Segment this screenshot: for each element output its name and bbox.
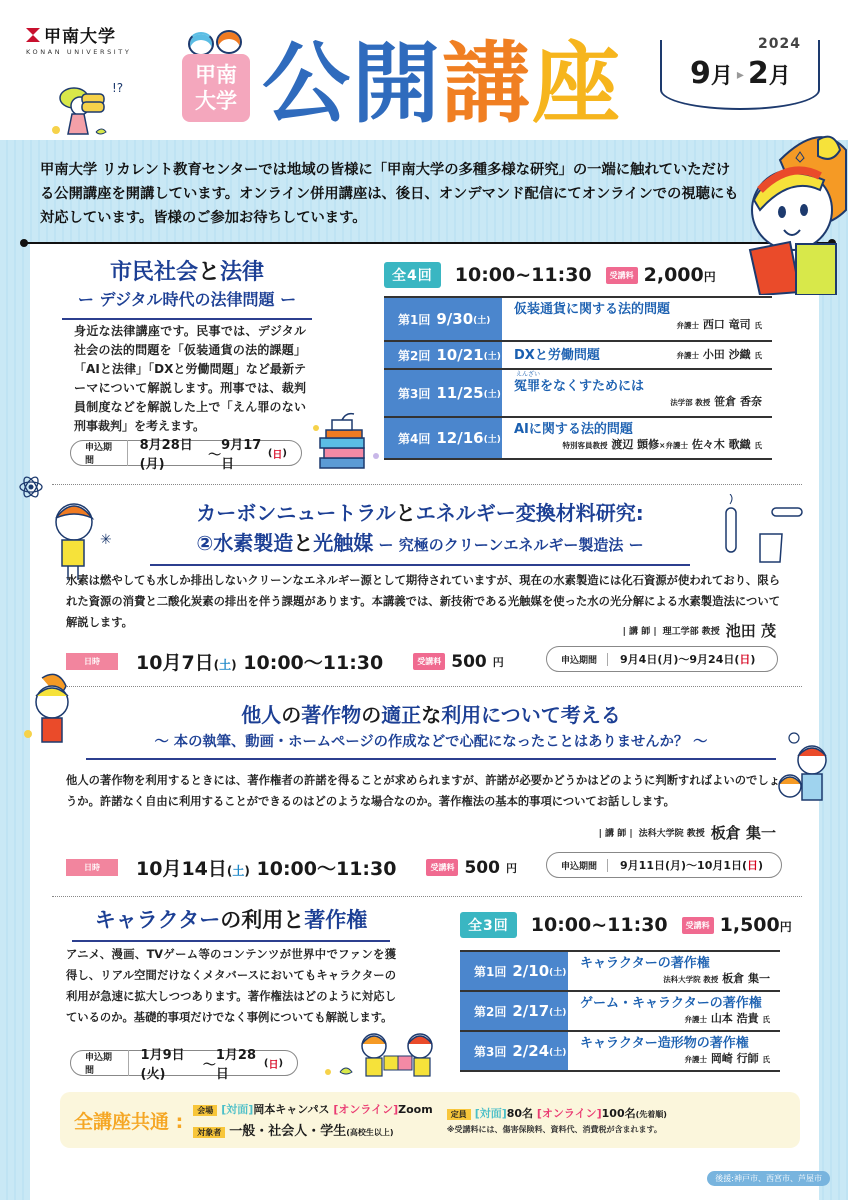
arrow-right-icon: ▸ [736, 66, 744, 83]
course-2-lecturer: | 講 師 | 理工学部 教授 池田 茂 [622, 622, 776, 640]
course-2-description: 水素は燃やしても水しか排出しないクリーンなエネルギー源として期待されていますが、現在の水素製造には化石資源が使われており、限られた資源の消費と二酸化炭素の排出を伴う課題があります。本講義では、新技術である光触媒を使った水の光分解による水素製造法について解説します。 [66, 574, 780, 629]
course-3-title: 他人の著作物の適正な利用について考える ～ 本の執筆、動画・ホームページの作成などで心配になったことはありませんか？ ～ [86, 700, 776, 760]
course-fee: 2,000円 [643, 264, 716, 286]
schedule-row: 第2回 10/21 (土) DXと労働問題 弁護士 小田 沙織 氏 [384, 342, 772, 370]
course-3-schedule-info [66, 854, 517, 881]
period-range: 9月 ▸ 2月 [690, 56, 791, 91]
course-date: 10月14日(土) 10:00～11:30 [136, 858, 397, 880]
atom-icon [18, 474, 44, 500]
common-info-box [60, 1092, 800, 1148]
course-4-description: アニメ、漫画、TVゲーム等のコンテンツが世界中でファンを獲得し、リアル空間だけなくメタバースにおいてもキャラクターの利用が急速に拡大しつつあります。著作権法はどのように対応しているのか。基礎的事項だけでなく事例についても解説します。 [66, 948, 396, 1024]
logo-subtitle: KONAN UNIVERSITY [26, 48, 132, 56]
fee-label: 受講料 [606, 267, 638, 284]
course-1-application-period: 申込期間 8月28日(月) ～ 9月17日 ( 日 ) [70, 440, 302, 466]
course-3-lecturer: | 講 師 | 法科大学院 教授 板倉 集一 [598, 824, 776, 842]
section-divider [52, 896, 802, 897]
fee-label: 受講料 [682, 917, 714, 934]
kids-heads-illustration [186, 28, 246, 56]
books-illustration [312, 412, 382, 470]
sponsors-badge: 後援:神戸市、西宮市、芦屋市 [707, 1171, 830, 1186]
capacity-info: 定員 [対面]80名 [オンライン]100名(先着順) [447, 1105, 667, 1121]
girl-reading-illustration [700, 120, 848, 295]
course-3-description: 他人の著作物を利用するときには、著作権者の許諾を得ることが求められますが、許諾が必要かどうかはどのように判断すればよいのでしょうか。許諾なく自由に利用することができるのはどのような場合なのか。著作権法の基本的事項についてお話しします。 [66, 774, 780, 808]
course-4-schedule [460, 950, 780, 1072]
course-fee: 受講料 500 円 [426, 858, 517, 878]
kids-puzzle-illustration [320, 1030, 436, 1082]
period-bubble [660, 30, 820, 110]
schedule-row: 第4回 12/16 (土) AIに関する法的問題 特別客員教授 渡辺 顗修×弁護士 佐々木 歌織 氏 [384, 418, 772, 460]
course-2-schedule-info [66, 648, 504, 675]
schedule-row: 第3回 2/24 (土) キャラクター造形物の著作権 弁護士 岡崎 行師 氏 [460, 1032, 780, 1072]
course-1-schedule [384, 296, 772, 460]
schedule-row: 第1回 2/10 (土) キャラクターの著作権 法科大学院 教授 板倉 集一 [460, 952, 780, 992]
course-4-title: キャラクターの利用と著作権 [72, 904, 390, 942]
girl-pointing-illustration [22, 672, 82, 758]
schedule-row: 第2回 2/17 (土) ゲーム・キャラクターの著作権 弁護士 山本 浩貴 氏 [460, 992, 780, 1032]
logo-name: 甲南大学 [44, 27, 116, 47]
course-1-subtitle: ー デジタル時代の法律問題 ー [62, 288, 312, 320]
course-4-summary [460, 912, 792, 938]
page-title: 公開講座 [262, 32, 623, 135]
fee-note: ※受講料には、傷害保険料、資料代、消費税が含まれます。 [446, 1125, 662, 1134]
section-divider [52, 484, 802, 485]
lab-equipment-illustration [720, 494, 810, 566]
session-count-badge: 全4回 [384, 262, 441, 288]
course-date: 10月7日(土) 10:00～11:30 [136, 652, 384, 674]
date-label: 日時 [66, 859, 118, 876]
course-4-application-period: 申込期間 1月9日(火) ～ 1月28日 ( 日 ) [70, 1050, 298, 1076]
course-1-description: 身近な法律講座です。民事では、デジタル社会の法的問題を「仮装通貨の法的課題」「AIと法律」「DXと労働問題」など最新テーマについて解説します。刑事では、裁判員制度などを解説した上で「えん罪のない刑事裁判」を考えます。 [74, 324, 306, 433]
schedule-row: 第1回 9/30 (土) 仮装通貨に関する法的問題 弁護士 西口 竜司 氏 [384, 298, 772, 342]
course-time: 10:00~11:30 [454, 264, 592, 286]
svg-text:✳: ✳ [100, 532, 112, 548]
venue-info: 会場 [対面]岡本キャンパス [オンライン]Zoom [193, 1101, 432, 1117]
course-2-application-period: 申込期間 9月4日(月)～9月24日(日) [546, 646, 778, 672]
konan-badge: 甲南 大学 [182, 54, 250, 122]
target-info: 対象者 一般・社会人・学生(高校生以上) [193, 1120, 432, 1139]
course-fee: 受講料 500 円 [413, 652, 504, 672]
course-3-subtitle: ～ 本の執筆、動画・ホームページの作成などで心配になったことはありませんか？ ～ [86, 730, 776, 760]
course-3-application-period: 申込期間 9月11日(月)～10月1日(日) [546, 852, 782, 878]
course-fee: 1,500円 [719, 914, 792, 936]
section-divider [52, 686, 802, 687]
common-info-title: 全講座共通 : [74, 1110, 184, 1133]
date-label: 日時 [66, 653, 118, 670]
girl-binoculars-illustration [48, 78, 138, 140]
schedule-row: 第3回 11/25 (土) えんざい 冤罪をなくすためには 法学部 教授 笹倉 香奈 [384, 370, 772, 418]
course-2-title: カーボンニュートラルとエネルギー変換材料研究: ②水素製造と光触媒 ー 究極のクリーンエネルギー製造法 ー [150, 498, 690, 566]
svg-text:!?: !? [112, 81, 124, 95]
intro-text: 甲南大学 リカレント教育センターでは地域の皆様に「甲南大学の多種多様な研究」の一端に触れていただける公開講座を開講しています。オンライン併用講座は、後日、オンデマンド配信にてオンラインでの視聴にも対応しています。皆様のご参加お待ちしています。 [40, 162, 739, 226]
university-logo[interactable] [26, 22, 131, 56]
session-count-badge: 全3回 [460, 912, 517, 938]
course-time: 10:00~11:30 [530, 914, 668, 936]
course-1-summary [384, 262, 716, 288]
year: 2024 [758, 36, 801, 52]
course-1-title: 市民社会と法律 ー デジタル時代の法律問題 ー [62, 258, 312, 320]
teacher-kids-illustration [776, 730, 832, 814]
header [0, 0, 848, 140]
konan-logo-icon [26, 28, 40, 42]
